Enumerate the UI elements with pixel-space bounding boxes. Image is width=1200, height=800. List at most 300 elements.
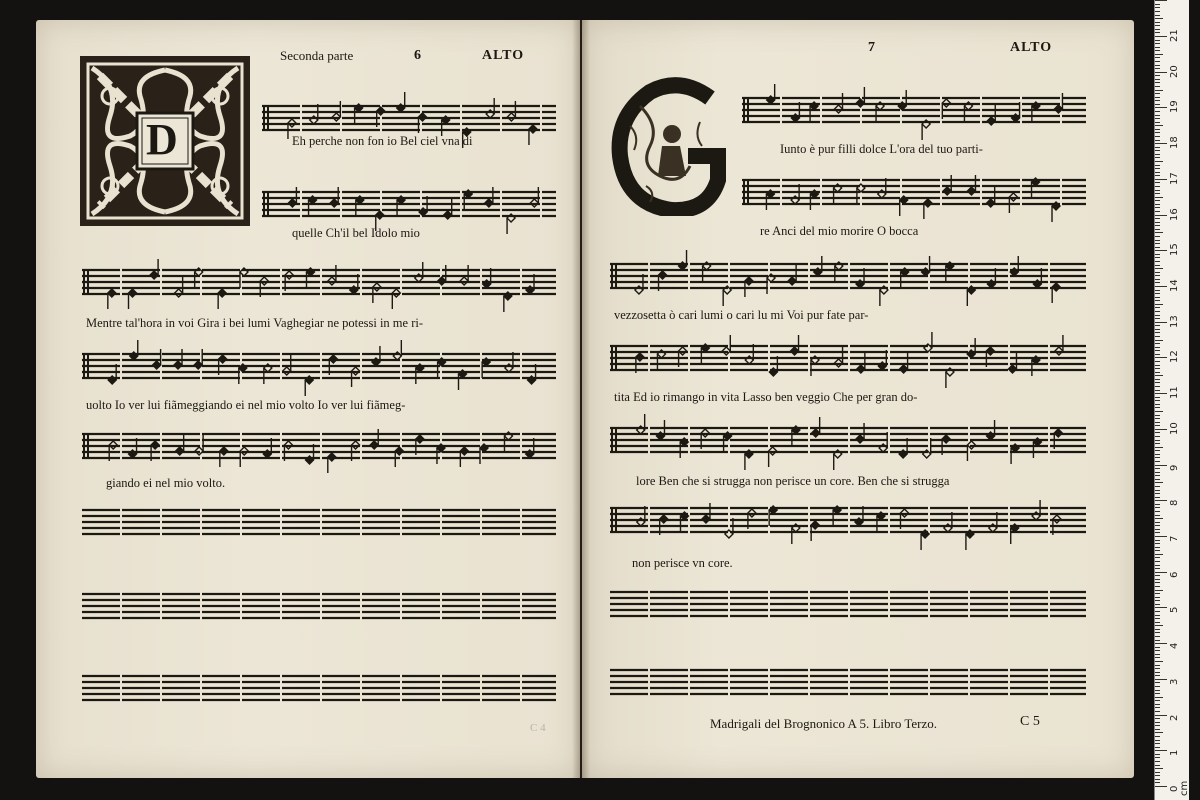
ruler-tick [1155,597,1160,598]
ruler-tick [1155,454,1160,455]
ruler-tick [1155,382,1160,383]
ruler-tick [1155,118,1160,119]
ruler-tick [1155,554,1163,555]
ruler-tick [1155,0,1167,1]
ruler-tick [1155,529,1160,530]
ruler-tick [1155,365,1160,366]
ruler-tick [1155,200,1160,201]
ruler-tick [1155,54,1163,55]
ruler-label: 18 [1169,136,1180,150]
ruler-tick [1155,536,1167,537]
ruler-tick [1155,268,1163,269]
music-note [150,271,158,279]
ruler-tick [1155,75,1160,76]
book-gutter [572,20,590,778]
decorated-initial-left [80,56,250,226]
ruler-tick [1155,743,1160,744]
ruler-tick [1155,157,1160,158]
ruler-tick [1155,732,1163,733]
ruler-tick [1155,482,1163,483]
music-note [194,361,202,369]
ornament-figure-icon [610,76,730,216]
ruler-unit: cm [1179,780,1190,796]
voice-label: ALTO [482,48,525,63]
ruler-tick [1155,325,1160,326]
ruler-tick [1155,690,1160,691]
ruler-tick [1155,122,1160,123]
ruler-tick [1155,318,1160,319]
ruler-tick [1155,197,1163,198]
ruler-tick [1155,557,1160,558]
ruler-tick [1155,343,1160,344]
music-note [370,441,378,449]
signature-mark: C 4 [530,722,546,734]
ruler-tick [1155,761,1160,762]
music-note [485,199,493,207]
ruler-tick [1155,525,1160,526]
ruler-tick [1155,204,1160,205]
ruler-tick [1155,650,1160,651]
ruler-tick [1155,100,1160,101]
ruler-tick [1155,422,1160,423]
music-note [660,515,668,523]
ruler-label: 21 [1169,29,1180,42]
ruler-tick [1155,522,1160,523]
music-note [460,447,468,455]
ruler-tick [1155,540,1160,541]
music-note [943,187,951,195]
ruler-tick [1155,411,1163,412]
lyric-line: non perisce vn core. [632,556,733,570]
music-note [129,289,137,297]
music-note [1008,365,1016,373]
ruler-tick [1155,293,1160,294]
ruler-tick [1155,465,1167,466]
music-staff [610,504,1086,536]
ruler-tick [1155,625,1163,626]
ruler-label: 14 [1169,279,1180,292]
ruler-label: 0 [1169,785,1180,792]
lyric-line: Iunto è pur filli dolce L'ora del tuo parti- [780,142,983,156]
ruler-tick [1155,590,1163,591]
ruler-tick [1155,636,1160,637]
music-note [329,355,337,363]
music-note [636,353,644,361]
empty-staff [610,666,1086,698]
ruler-tick [1155,515,1160,516]
ruler-tick [1155,286,1167,287]
decorated-initial-right [610,76,730,216]
ruler-tick [1155,632,1160,633]
ruler-tick [1155,300,1160,301]
music-staff [82,350,556,382]
music-staff [742,176,1086,208]
ruler-tick [1155,350,1160,351]
ruler-tick [1155,125,1163,126]
lyric-line: re Anci del mio morire O bocca [760,224,919,238]
ruler-tick [1155,486,1160,487]
ruler-tick [1155,247,1160,248]
ruler-tick [1155,15,1160,16]
music-note [857,365,865,373]
ruler-tick [1155,40,1160,41]
ruler-tick [1155,693,1160,694]
ruler-tick [1155,657,1160,658]
ruler-tick [1155,368,1160,369]
ruler-tick [1155,532,1160,533]
ruler-tick [1155,50,1160,51]
ruler-tick [1155,150,1160,151]
ruler-tick [1155,704,1160,705]
ruler-tick [1155,750,1167,751]
ruler-tick [1155,468,1160,469]
ruler-tick [1155,711,1160,712]
ruler-tick [1155,32,1160,33]
ruler-tick [1155,225,1160,226]
ruler-tick [1155,222,1160,223]
ruler-tick [1155,547,1160,548]
music-staff [610,260,1086,292]
ruler-tick [1155,443,1160,444]
ruler-label: 16 [1169,207,1180,221]
ruler-tick [1155,61,1160,62]
ruler-label: 8 [1169,499,1180,507]
ruler-label: 3 [1169,678,1180,685]
ruler-label: 17 [1169,172,1180,185]
ruler-tick [1155,565,1160,566]
music-note [967,187,975,195]
ruler-tick [1155,236,1160,237]
ruler-tick [1155,311,1160,312]
music-note [108,289,116,297]
ruler-tick [1155,593,1160,594]
ruler-tick [1155,579,1160,580]
music-note [377,107,385,115]
ruler-tick [1155,307,1160,308]
music-note [1054,429,1062,437]
ruler-tick [1155,440,1160,441]
lyric-line: Mentre tal'hora in voi Gira i bei lumi Vaghegiar ne potessi in me ri- [86,316,424,330]
ruler-tick [1155,425,1160,426]
ruler-tick [1155,397,1160,398]
ruler-tick [1155,643,1167,644]
ruler-tick [1155,25,1160,26]
ruler-tick [1155,186,1160,187]
ruler-tick [1155,686,1160,687]
ruler-label: 6 [1169,571,1180,578]
ruler-tick [1155,611,1160,612]
ruler-tick [1155,215,1167,216]
ruler-tick [1155,82,1160,83]
ruler-tick [1155,736,1160,737]
ruler-tick [1155,265,1160,266]
ruler-tick [1155,665,1160,666]
ruler-tick [1155,436,1160,437]
music-note [702,515,710,523]
ruler-tick [1155,779,1160,780]
ruler-tick [1155,140,1160,141]
ruler-tick [1155,154,1160,155]
ruler-tick [1155,461,1160,462]
music-note [220,447,228,455]
music-note [438,277,446,285]
ruler-tick [1155,607,1167,608]
ruler-tick [1155,386,1160,387]
ruler-tick [1155,504,1160,505]
voice-label: ALTO [1010,40,1053,55]
ruler-tick [1155,257,1160,258]
ruler-tick [1155,93,1160,94]
ruler-label: 12 [1169,350,1180,364]
ruler-tick [1155,415,1160,416]
ruler-tick [1155,675,1160,676]
ruler-tick [1155,336,1160,337]
music-staff [262,188,556,220]
ruler-tick [1155,500,1167,501]
ruler-label: 20 [1169,64,1180,78]
ruler-tick [1155,786,1167,787]
lyric-line: giando ei nel mio volto. [106,476,226,490]
ruler-tick [1155,172,1160,173]
ruler-tick [1155,347,1160,348]
ruler-tick [1155,275,1160,276]
page-number: 6 [414,48,422,63]
ruler-tick [1155,407,1160,408]
ruler-tick [1155,543,1160,544]
ruler-tick [1155,393,1167,394]
music-note [219,355,227,363]
ruler-tick [1155,754,1160,755]
lyric-line: uolto Io ver lui fiãmeggiando ei nel mio volto Io ver lui fiãmeg- [86,398,406,412]
ruler-tick [1155,700,1160,701]
music-note [176,447,184,455]
ruler-label: 2 [1169,714,1180,721]
ruler-tick [1155,472,1160,473]
page-number: 7 [868,40,876,55]
music-staff [262,102,556,134]
ruler-tick [1155,161,1163,162]
ruler-tick [1155,418,1160,419]
ruler-tick [1155,297,1160,298]
ruler-tick [1155,604,1160,605]
ruler-tick [1155,97,1160,98]
ruler-label: 15 [1169,243,1180,257]
measuring-ruler [1154,0,1189,800]
ruler-tick [1155,390,1160,391]
ruler-tick [1155,661,1163,662]
music-note [1054,105,1062,113]
ruler-tick [1155,168,1160,169]
ruler-tick [1155,332,1160,333]
ruler-tick [1155,111,1160,112]
ruler-tick [1155,340,1163,341]
ruler-tick [1155,47,1160,48]
ruler-tick [1155,18,1163,19]
ruler-tick [1155,57,1160,58]
ruler-tick [1155,722,1160,723]
music-note [900,365,908,373]
music-note [987,199,995,207]
ruler-tick [1155,672,1160,673]
ruler-tick [1155,765,1160,766]
ruler-tick [1155,725,1160,726]
music-note [153,361,161,369]
music-note [1052,283,1060,291]
lyric-line: vezzosetta ò cari lumi o cari lu mi Voi pur fate par- [614,308,869,322]
ruler-tick [1155,682,1160,683]
ruler-tick [1155,165,1160,166]
music-note [942,435,950,443]
ruler-tick [1155,379,1160,380]
ruler-tick [1155,586,1160,587]
ruler-tick [1155,707,1160,708]
ruler-tick [1155,272,1160,273]
music-note [811,521,819,529]
ruler-tick [1155,147,1160,148]
ruler-tick [1155,175,1160,176]
ruler-tick [1155,493,1160,494]
ruler-label: 9 [1169,464,1180,471]
ruler-tick [1155,322,1167,323]
ruler-tick [1155,218,1160,219]
ruler-tick [1155,715,1167,716]
music-note [218,289,226,297]
music-staff [610,342,1086,374]
music-staff [82,266,556,298]
ruler-tick [1155,207,1160,208]
right-page [582,20,1134,778]
ruler-tick [1155,354,1160,355]
ruler-tick [1155,43,1160,44]
music-note [395,447,403,455]
ruler-tick [1155,65,1160,66]
lyric-line: tita Ed io rimango in vita Lasso ben veggio Che per gran do- [614,390,918,404]
ruler-label: 7 [1169,535,1180,542]
music-note [288,199,296,207]
ruler-tick [1155,429,1167,430]
music-note [745,277,753,285]
ruler-tick [1155,404,1160,405]
ruler-label: 13 [1169,314,1180,328]
ruler-tick [1155,107,1167,108]
music-note [328,453,336,461]
ruler-tick [1155,254,1160,255]
ruler-tick [1155,22,1160,23]
music-staff [610,424,1086,456]
ruler-tick [1155,86,1160,87]
music-note [856,99,864,107]
ruler-tick [1155,668,1160,669]
ruler-tick [1155,179,1167,180]
ruler-tick [1155,36,1167,37]
ruler-tick [1155,68,1160,69]
music-note [416,435,424,443]
ruler-tick [1155,768,1163,769]
ruler-tick [1155,304,1163,305]
ruler-tick [1155,90,1163,91]
ruler-tick [1155,740,1160,741]
ruler-tick [1155,29,1160,30]
ruler-tick [1155,618,1160,619]
ruler-tick [1155,400,1160,401]
left-page [36,20,580,778]
music-note [151,441,159,449]
music-note [330,199,338,207]
initial-letter: D [146,115,178,164]
ruler-label: 10 [1169,422,1180,435]
ruler-tick [1155,729,1160,730]
lyric-line: Eh perche non fon io Bel ciel vna di [292,134,473,148]
ruler-tick [1155,600,1160,601]
ruler-tick [1155,432,1160,433]
ruler-tick [1155,782,1160,783]
music-note [788,277,796,285]
ruler-tick [1155,511,1160,512]
ruler-tick [1155,329,1160,330]
ruler-tick [1155,79,1160,80]
music-note [418,113,426,121]
ruler-tick [1155,115,1160,116]
ruler-tick [1155,718,1160,719]
ruler-tick [1155,457,1160,458]
ruler-tick [1155,561,1160,562]
ruler-tick [1155,4,1160,5]
ruler-tick [1155,282,1160,283]
music-note [856,435,864,443]
empty-staff [82,590,556,622]
music-note [812,429,820,437]
ruler-tick [1155,315,1160,316]
ruler-tick [1155,697,1163,698]
ruler-tick [1155,640,1160,641]
ruler-tick [1155,575,1160,576]
ruler-label: 5 [1169,607,1180,614]
ruler-tick [1155,447,1163,448]
ruler-tick [1155,550,1160,551]
ruler-tick [1155,450,1160,451]
music-note [987,117,995,125]
ruler-label: 19 [1169,100,1180,114]
ruler-tick [1155,193,1160,194]
ruler-tick [1155,7,1160,8]
ruler-tick [1155,143,1167,144]
lyric-line: lore Ben che si strugga non perisce un core. Ben che si strugga [636,474,950,488]
music-note [444,211,452,219]
empty-staff [82,506,556,538]
ruler-tick [1155,243,1160,244]
footer-title: Madrigali del Brognonico A 5. Libro Terzo. [710,716,938,731]
ruler-tick [1155,357,1167,358]
ruler-tick [1155,629,1160,630]
empty-staff [610,588,1086,620]
ruler-tick [1155,261,1160,262]
signature-mark: C 5 [1020,714,1040,729]
ruler-tick [1155,129,1160,130]
ruler-label: 4 [1169,642,1180,650]
music-note [659,271,667,279]
ruler-tick [1155,250,1167,251]
ruler-tick [1155,622,1160,623]
ruler-tick [1155,136,1160,137]
ruler-tick [1155,747,1160,748]
ruler-tick [1155,475,1160,476]
ruler-tick [1155,104,1160,105]
ruler-tick [1155,290,1160,291]
ruler-tick [1155,582,1160,583]
ruler-tick [1155,132,1160,133]
ruler-tick [1155,507,1160,508]
empty-staff [82,672,556,704]
